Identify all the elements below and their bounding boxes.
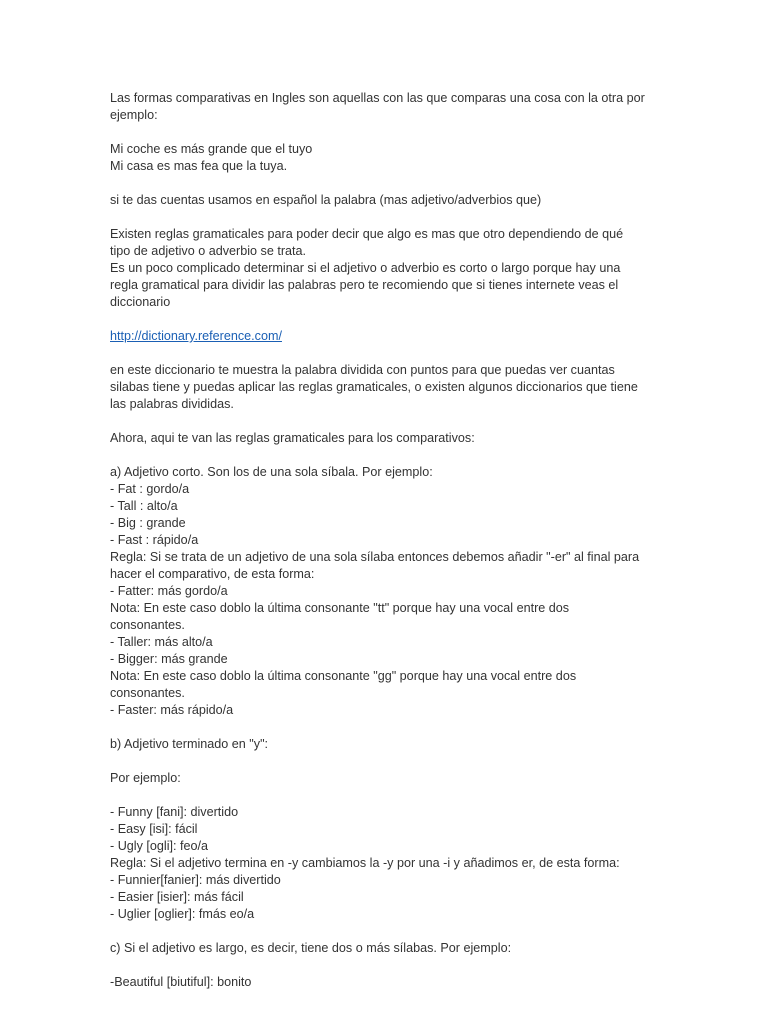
text-line: [110, 770, 670, 787]
blank-line: [110, 311, 670, 328]
text-line: [110, 940, 670, 957]
blank-line: [110, 447, 670, 464]
blank-line: [110, 787, 670, 804]
blank-line: [110, 957, 670, 974]
text-line: [110, 243, 670, 260]
line-text: silabas tiene y puedas aplicar las reglas gramaticales, o existen algunos diccionarios que tiene: [110, 380, 638, 394]
line-text: consonantes.: [110, 686, 185, 700]
blank-line: [110, 753, 670, 770]
blank-line: [110, 124, 670, 141]
text-line: [110, 617, 670, 634]
line-text: - Big : grande: [110, 516, 186, 530]
text-line: [110, 481, 670, 498]
line-text: Las formas comparativas en Ingles son aquellas con las que comparas una cosa con la otra por: [110, 91, 645, 105]
text-line: [110, 549, 670, 566]
text-line: [110, 328, 670, 345]
line-text: - Bigger: más grande: [110, 652, 228, 666]
line-text: - Easier [isier]: más fácil: [110, 890, 244, 904]
text-line: [110, 583, 670, 600]
text-line: [110, 277, 670, 294]
text-line: [110, 974, 670, 991]
text-line: [110, 838, 670, 855]
line-text: - Funnier[fanier]: más divertido: [110, 873, 281, 887]
line-text: regla gramatical para dividir las palabras pero te recomiendo que si tienes internete veas el: [110, 278, 619, 292]
blank-line: [110, 719, 670, 736]
line-text: Regla: Si se trata de un adjetivo de una sola sílaba entonces debemos añadir "-er" al final para: [110, 550, 640, 564]
line-text: - Fatter: más gordo/a: [110, 584, 228, 598]
text-line: [110, 464, 670, 481]
line-text: - Uglier [oglier]: fmás eo/a: [110, 907, 255, 921]
line-text: consonantes.: [110, 618, 185, 632]
line-text: -Beautiful [biutiful]: bonito: [110, 975, 252, 989]
line-text: - Ugly [ogli]: feo/a: [110, 839, 208, 853]
line-text: a) Adjetivo corto. Son los de una sola síbala. Por ejemplo:: [110, 465, 433, 479]
line-text: Nota: En este caso doblo la última consonante "gg" porque hay una vocal entre dos: [110, 669, 577, 683]
line-text: Nota: En este caso doblo la última consonante "tt" porque hay una vocal entre dos: [110, 601, 570, 615]
blank-line: [110, 413, 670, 430]
line-text: Existen reglas gramaticales para poder decir que algo es mas que otro dependiendo de qué: [110, 227, 624, 241]
text-line: [110, 498, 670, 515]
text-line: [110, 515, 670, 532]
text-line: [110, 90, 670, 107]
line-text: en este diccionario te muestra la palabra dividida con puntos para que puedas ver cuantas: [110, 363, 615, 377]
text-line: [110, 702, 670, 719]
text-line: [110, 736, 670, 753]
text-line: [110, 158, 670, 175]
text-line: [110, 566, 670, 583]
text-line: [110, 872, 670, 889]
text-line: [110, 379, 670, 396]
line-text: Mi casa es mas fea que la tuya.: [110, 159, 288, 173]
line-text: hacer el comparativo, de esta forma:: [110, 567, 315, 581]
text-line: [110, 889, 670, 906]
text-line: [110, 821, 670, 838]
text-line: [110, 685, 670, 702]
line-text: b) Adjetivo terminado en "y":: [110, 737, 269, 751]
text-line: [110, 651, 670, 668]
text-line: [110, 396, 670, 413]
line-text: ejemplo:: [110, 108, 158, 122]
line-text: Regla: Si el adjetivo termina en -y cambiamos la -y por una -i y añadimos er, de esta forma:: [110, 856, 620, 870]
text-line: [110, 855, 670, 872]
blank-line: [110, 923, 670, 940]
line-text: Ahora, aqui te van las reglas gramaticales para los comparativos:: [110, 431, 475, 445]
line-text: Es un poco complicado determinar si el adjetivo o adverbio es corto o largo porque hay una: [110, 261, 621, 275]
line-text: c) Si el adjetivo es largo, es decir, tiene dos o más sílabas. Por ejemplo:: [110, 941, 512, 955]
line-text: las palabras divididas.: [110, 397, 234, 411]
line-text: - Tall : alto/a: [110, 499, 178, 513]
text-line: [110, 532, 670, 549]
text-line: [110, 906, 670, 923]
line-text: - Easy [isi]: fácil: [110, 822, 198, 836]
text-line: [110, 141, 670, 158]
dictionary-link[interactable]: http://dictionary.reference.com/: [110, 329, 282, 343]
line-text: Mi coche es más grande que el tuyo: [110, 142, 313, 156]
line-text: - Fat : gordo/a: [110, 482, 190, 496]
text-line: [110, 260, 670, 277]
text-line: [110, 804, 670, 821]
document-body: [110, 90, 670, 991]
text-line: [110, 362, 670, 379]
line-text: Por ejemplo:: [110, 771, 181, 785]
line-text: - Taller: más alto/a: [110, 635, 213, 649]
line-text: - Funny [fani]: divertido: [110, 805, 239, 819]
line-text: diccionario: [110, 295, 171, 309]
blank-line: [110, 175, 670, 192]
text-line: [110, 192, 670, 209]
text-line: [110, 226, 670, 243]
text-line: [110, 634, 670, 651]
line-text: - Fast : rápido/a: [110, 533, 199, 547]
blank-line: [110, 209, 670, 226]
line-text: si te das cuentas usamos en español la palabra (mas adjetivo/adverbios que): [110, 193, 542, 207]
text-line: [110, 107, 670, 124]
text-line: [110, 430, 670, 447]
line-text: tipo de adjetivo o adverbio se trata.: [110, 244, 307, 258]
blank-line: [110, 345, 670, 362]
text-line: [110, 600, 670, 617]
text-line: [110, 668, 670, 685]
line-text: - Faster: más rápido/a: [110, 703, 234, 717]
text-line: [110, 294, 670, 311]
